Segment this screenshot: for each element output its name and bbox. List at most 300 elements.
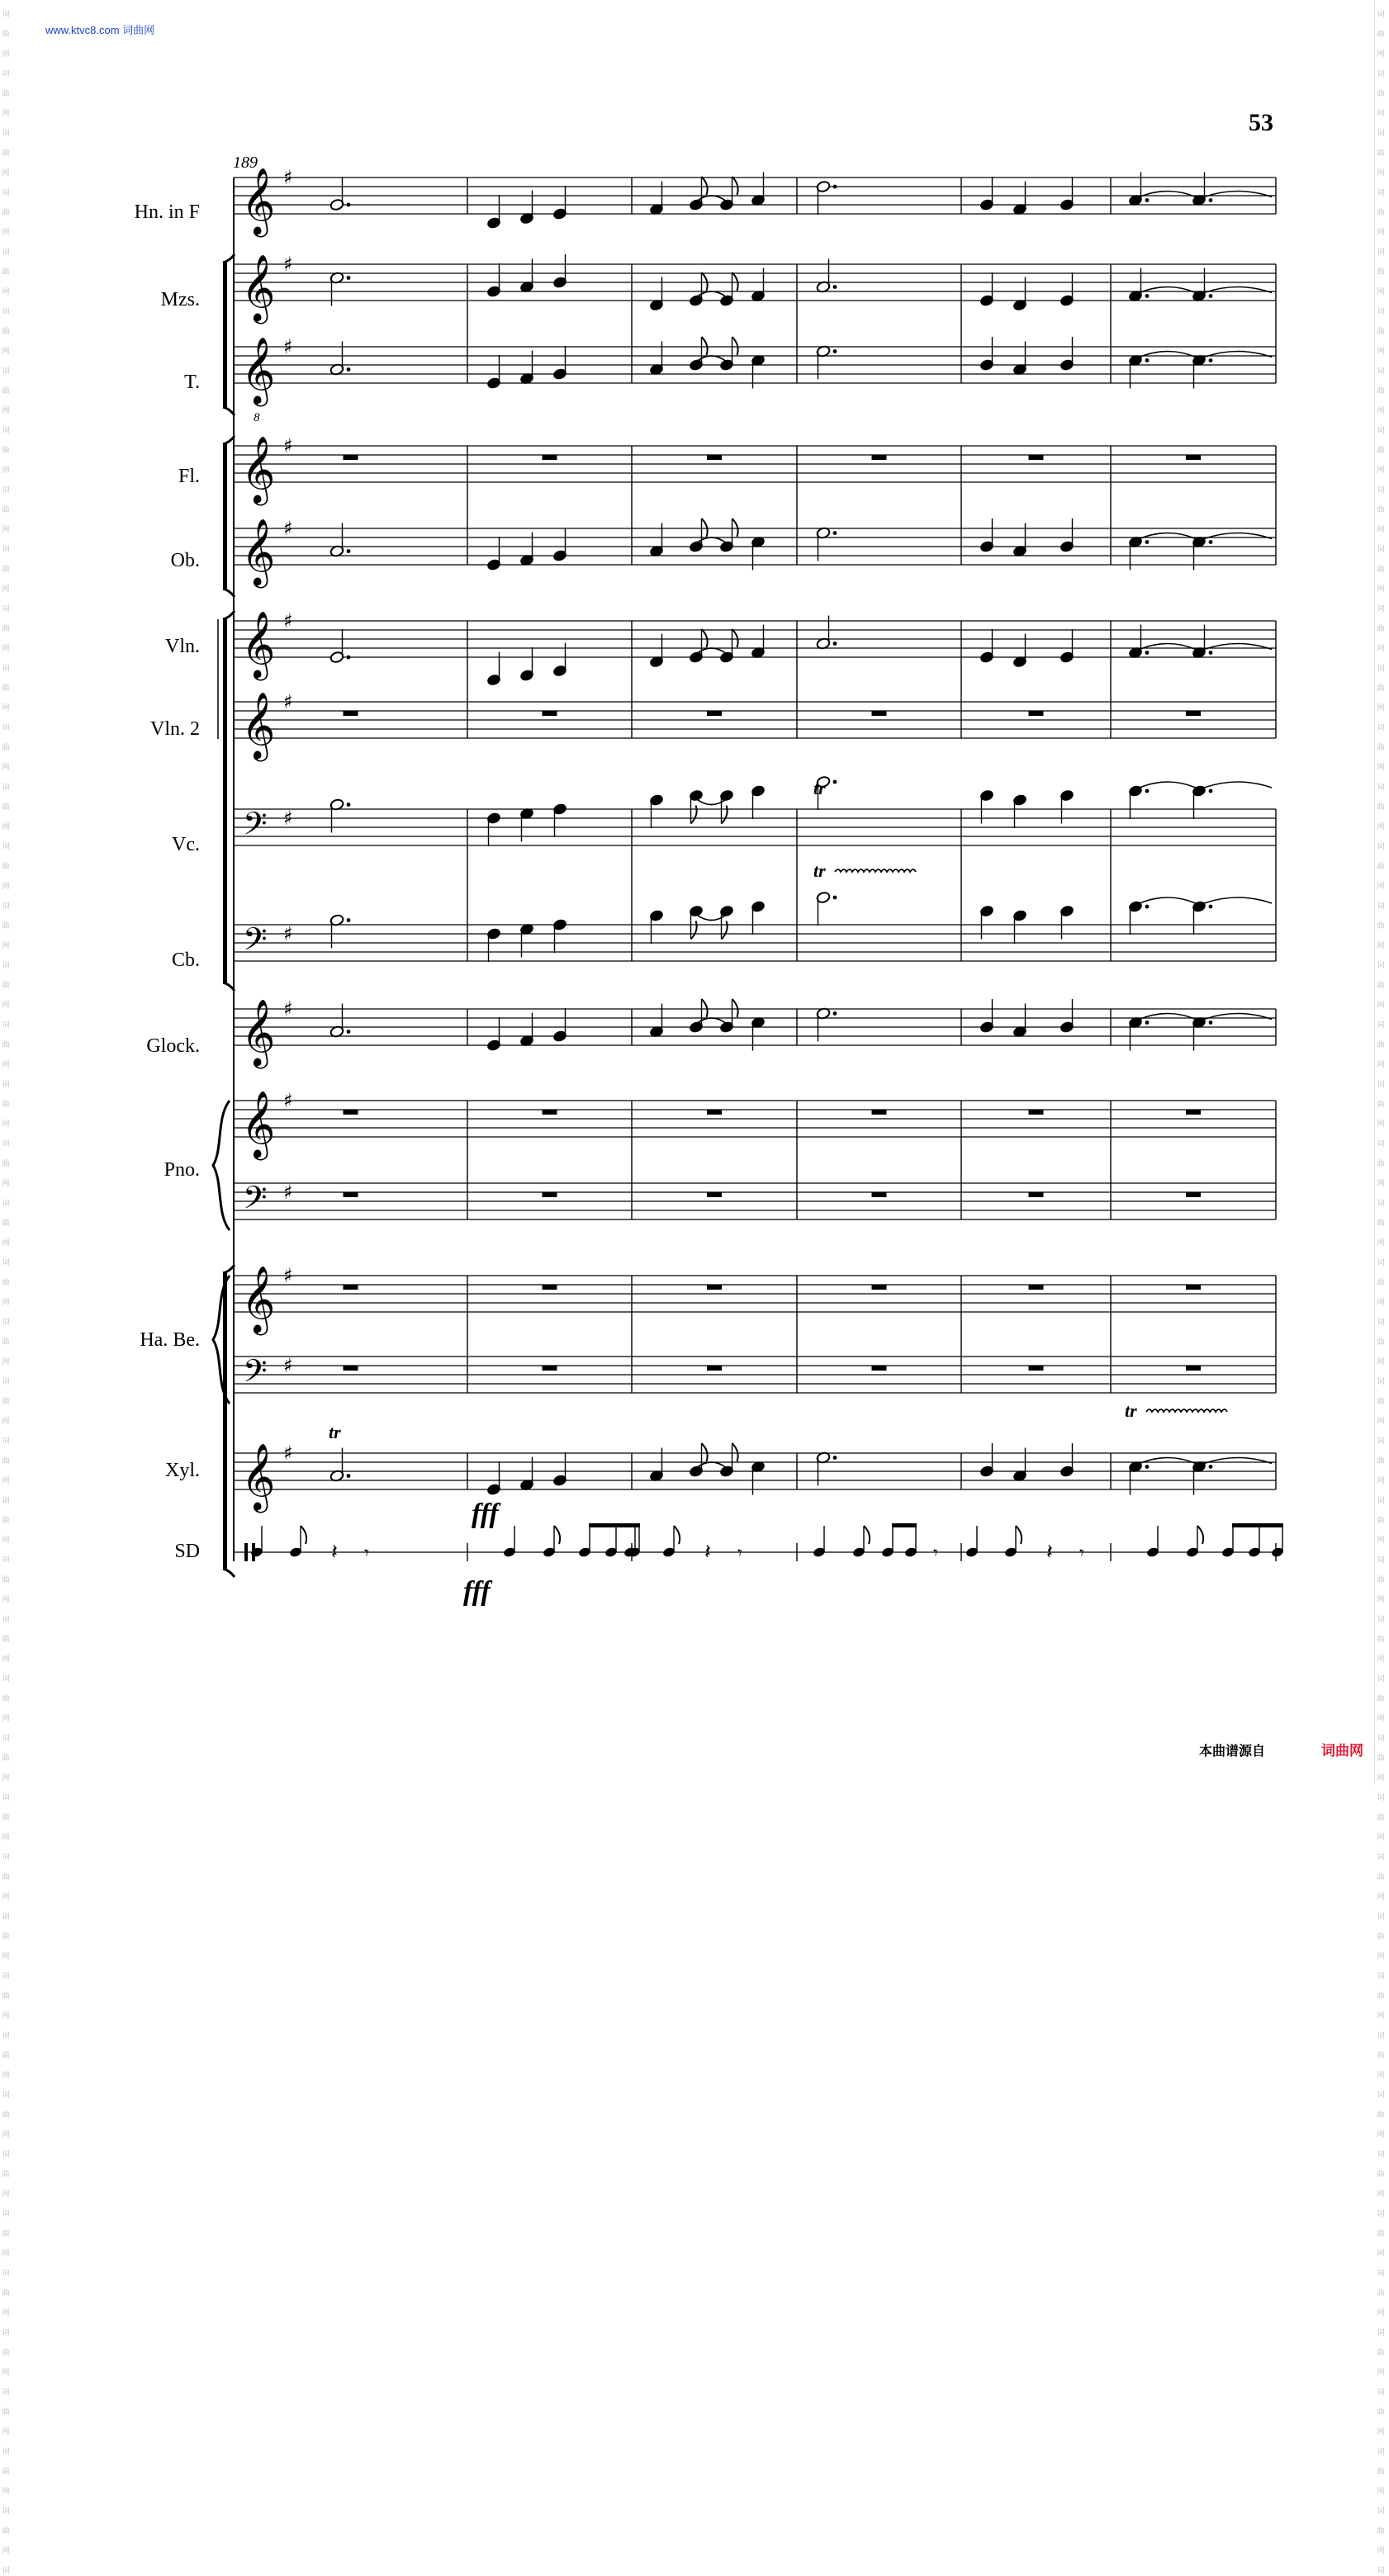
watermark-glyph: 曲 xyxy=(1377,1219,1385,1228)
watermark-glyph: 曲 xyxy=(2,982,10,990)
watermark-glyph: 词 xyxy=(1377,1081,1385,1089)
whole-rest xyxy=(344,455,358,460)
augmentation-dot xyxy=(833,1011,837,1016)
watermark-glyph: 曲 xyxy=(1377,1517,1385,1525)
watermark-glyph: 曲 xyxy=(2,1695,10,1703)
whole-rest xyxy=(1029,1110,1044,1115)
whole-rest xyxy=(1029,1192,1044,1197)
key-signature-sharp: ♯ xyxy=(283,1354,293,1377)
watermark-glyph: 网 xyxy=(2,2547,10,2555)
watermark-glyph: 词 xyxy=(1377,1735,1385,1743)
whole-rest xyxy=(543,1366,557,1371)
augmentation-dot xyxy=(1209,198,1213,202)
augmentation-dot xyxy=(1145,651,1150,655)
whole-rest xyxy=(543,1192,557,1197)
note-flag xyxy=(1197,1526,1203,1544)
watermark-glyph: 曲 xyxy=(1377,1398,1385,1406)
bass-clef: 𝄢 xyxy=(243,1352,268,1397)
eighth-rest: 𝄾 xyxy=(364,1543,369,1564)
whole-rest xyxy=(543,1285,557,1290)
watermark-glyph: 词 xyxy=(2,130,10,138)
watermark-glyph: 词 xyxy=(2,1437,10,1446)
watermark-glyph: 词 xyxy=(1377,605,1385,613)
treble-clef: 𝄞 xyxy=(241,1442,276,1510)
watermark-glyph: 词 xyxy=(2,486,10,495)
watermark-glyph: 词 xyxy=(2,2032,10,2040)
treble-clef: 𝄞 xyxy=(241,1090,276,1158)
treble-clef: 𝄞 xyxy=(241,1265,276,1333)
watermark-glyph: 词 xyxy=(1377,1259,1385,1267)
watermark-glyph: 网 xyxy=(1377,348,1385,356)
watermark-glyph: 曲 xyxy=(2,447,10,455)
watermark-glyph: 词 xyxy=(1377,1378,1385,1386)
watermark-glyph: 网 xyxy=(1377,2072,1385,2080)
note-flag xyxy=(732,999,738,1017)
watermark-glyph: 曲 xyxy=(2,2349,10,2357)
note-flag xyxy=(732,519,738,537)
note-flag xyxy=(722,806,728,824)
watermark-glyph: 网 xyxy=(2,1953,10,1961)
watermark-glyph: 曲 xyxy=(2,2111,10,2119)
watermark-glyph: 网 xyxy=(2,1834,10,1842)
watermark-glyph: 曲 xyxy=(1377,1457,1385,1466)
key-signature-sharp: ♯ xyxy=(283,807,293,830)
watermark-glyph: 词 xyxy=(2,902,10,911)
watermark-glyph: 曲 xyxy=(1377,2408,1385,2417)
watermark-glyph: 词 xyxy=(2,2567,10,2575)
note-flag xyxy=(732,337,738,355)
watermark-glyph: 网 xyxy=(2,1358,10,1366)
augmentation-dot xyxy=(833,185,837,189)
watermark-glyph: 网 xyxy=(1377,2250,1385,2258)
watermark-glyph: 曲 xyxy=(2,328,10,336)
watermark-glyph: 网 xyxy=(1377,1358,1385,1366)
watermark-glyph: 曲 xyxy=(1377,1279,1385,1287)
tie xyxy=(1204,897,1272,903)
watermark-glyph: 词 xyxy=(1377,1794,1385,1802)
watermark-glyph: 曲 xyxy=(1377,90,1385,98)
instrument-label-vln2: Vln. 2 xyxy=(150,718,200,740)
note-flag xyxy=(702,177,708,195)
watermark-glyph: 曲 xyxy=(2,149,10,158)
watermark-glyph: 词 xyxy=(1377,902,1385,911)
whole-rest xyxy=(1029,1285,1044,1290)
watermark-glyph: 网 xyxy=(2,645,10,653)
whole-rest xyxy=(707,1285,722,1290)
whole-rest xyxy=(344,1285,358,1290)
watermark-glyph: 网 xyxy=(1377,1418,1385,1426)
watermark-glyph: 曲 xyxy=(2,922,10,930)
treble-clef: 𝄞 xyxy=(241,336,276,404)
watermark-glyph: 曲 xyxy=(2,2052,10,2060)
watermark-glyph: 网 xyxy=(2,466,10,475)
instrument-label-pno: Pno. xyxy=(164,1159,200,1181)
watermark-glyph: 曲 xyxy=(2,90,10,98)
watermark-glyph: 网 xyxy=(1377,1715,1385,1723)
woodwind-bracket-hook xyxy=(223,436,235,444)
watermark-glyph: 曲 xyxy=(2,1636,10,1644)
trill-mark: tr xyxy=(813,860,826,881)
watermark-glyph: 词 xyxy=(1377,1319,1385,1327)
key-signature-sharp: ♯ xyxy=(283,517,293,540)
watermark-glyph: 网 xyxy=(1377,2547,1385,2555)
watermark-glyph: 曲 xyxy=(1377,2349,1385,2357)
watermark-glyph: 网 xyxy=(1377,2369,1385,2377)
trill-mark: tr xyxy=(329,1422,341,1442)
whole-rest xyxy=(344,1366,358,1371)
watermark-glyph: 词 xyxy=(2,2329,10,2337)
watermark-glyph: 网 xyxy=(1377,1655,1385,1664)
augmentation-dot xyxy=(1209,789,1213,793)
watermark-glyph: 网 xyxy=(1377,2488,1385,2496)
watermark-glyph: 词 xyxy=(1377,1200,1385,1208)
watermark-glyph: 网 xyxy=(2,169,10,178)
key-signature-sharp: ♯ xyxy=(283,609,293,632)
watermark-glyph: 词 xyxy=(1377,1556,1385,1565)
watermark-glyph: 曲 xyxy=(1377,863,1385,871)
watermark-glyph: 网 xyxy=(2,526,10,534)
watermark-glyph: 曲 xyxy=(2,31,10,39)
note-flag xyxy=(1016,1526,1022,1544)
trill-wavy-line xyxy=(1146,1409,1227,1412)
augmentation-dot xyxy=(833,1456,837,1460)
watermark-glyph: 词 xyxy=(2,2507,10,2516)
note-flag xyxy=(732,629,738,647)
watermark-glyph: 词 xyxy=(1377,1437,1385,1446)
instrument-label-ob: Ob. xyxy=(170,550,200,571)
watermark-glyph: 网 xyxy=(2,50,10,59)
watermark-glyph: 词 xyxy=(1377,130,1385,138)
watermark-glyph: 词 xyxy=(2,2270,10,2278)
whole-rest xyxy=(872,1192,887,1197)
header-url[interactable]: www.ktvc8.com 词曲网 xyxy=(45,24,155,36)
instrument-label-habe: Ha. Be. xyxy=(140,1329,200,1351)
key-signature-sharp: ♯ xyxy=(283,922,293,945)
watermark-glyph: 词 xyxy=(2,1378,10,1386)
watermark-glyph: 词 xyxy=(2,1081,10,1089)
watermark-glyph: 曲 xyxy=(1377,149,1385,158)
instrument-label-mzs: Mzs. xyxy=(160,289,200,310)
watermark-glyph: 网 xyxy=(2,1596,10,1604)
watermark-glyph: 网 xyxy=(1377,1002,1385,1010)
watermark-glyph: 曲 xyxy=(1377,1933,1385,1941)
watermark-glyph: 曲 xyxy=(1377,1873,1385,1882)
whole-rest xyxy=(1029,1366,1044,1371)
watermark-glyph: 网 xyxy=(1377,2190,1385,2199)
whole-rest xyxy=(707,455,722,460)
key-signature-sharp: ♯ xyxy=(283,1442,293,1465)
note-flag xyxy=(691,806,697,824)
note-flag xyxy=(554,1526,560,1544)
watermark-glyph: 曲 xyxy=(2,1219,10,1228)
quarter-rest: 𝄽 xyxy=(1046,1540,1053,1565)
augmentation-dot xyxy=(833,285,837,289)
augmentation-dot xyxy=(1145,905,1150,909)
watermark-glyph: 网 xyxy=(2,2131,10,2139)
bass-clef: 𝄢 xyxy=(243,805,268,850)
key-signature-sharp: ♯ xyxy=(283,1264,293,1287)
treble-clef: 𝄞 xyxy=(241,998,276,1066)
watermark-glyph: 词 xyxy=(1377,2270,1385,2278)
quarter-rest: 𝄽 xyxy=(704,1540,711,1565)
whole-rest xyxy=(1186,711,1201,716)
watermark-glyph: 曲 xyxy=(1377,1160,1385,1168)
eighth-rest: 𝄾 xyxy=(933,1543,938,1564)
watermark-glyph: 词 xyxy=(1377,70,1385,78)
treble-clef: 𝄞 xyxy=(241,167,276,234)
watermark-glyph: 词 xyxy=(1377,546,1385,554)
whole-rest xyxy=(1029,711,1044,716)
watermark-glyph: 词 xyxy=(1377,486,1385,495)
watermark-glyph: 网 xyxy=(2,823,10,831)
watermark-glyph: 网 xyxy=(1377,1537,1385,1545)
watermark-glyph: 曲 xyxy=(2,268,10,277)
watermark-glyph: 网 xyxy=(1377,1477,1385,1485)
watermark-glyph: 曲 xyxy=(2,684,10,693)
quarter-rest: 𝄽 xyxy=(331,1540,338,1565)
watermark-glyph: 词 xyxy=(2,308,10,316)
whole-rest xyxy=(707,1192,722,1197)
watermark-glyph: 网 xyxy=(2,1120,10,1129)
watermark-glyph: 网 xyxy=(1377,645,1385,653)
whole-rest xyxy=(872,1110,887,1115)
watermark-glyph: 曲 xyxy=(1377,268,1385,277)
watermark-glyph: 曲 xyxy=(1377,2290,1385,2298)
watermark-glyph: 词 xyxy=(2,1140,10,1148)
treble-clef: 𝄞 xyxy=(241,610,276,678)
watermark-glyph: 词 xyxy=(1377,2032,1385,2040)
eighth-rest: 𝄾 xyxy=(1079,1543,1084,1564)
watermark-glyph: 词 xyxy=(2,1972,10,1981)
watermark-glyph: 词 xyxy=(2,784,10,792)
watermark-glyph: 网 xyxy=(2,1299,10,1307)
watermark-glyph: 曲 xyxy=(2,2527,10,2536)
watermark-glyph: 词 xyxy=(1377,1854,1385,1862)
watermark-glyph: 网 xyxy=(2,1180,10,1188)
watermark-glyph: 网 xyxy=(1377,1893,1385,1901)
instrument-label-hn: Hn. in F xyxy=(134,201,200,223)
watermark-glyph: 曲 xyxy=(1377,2052,1385,2060)
percussion-bracket-hook xyxy=(223,1265,235,1273)
augmentation-dot xyxy=(1145,1020,1150,1025)
watermark-glyph: 词 xyxy=(1377,2329,1385,2337)
augmentation-dot xyxy=(833,349,837,353)
whole-rest xyxy=(872,711,887,716)
watermark-glyph: 词 xyxy=(1377,724,1385,732)
watermark-glyph: 网 xyxy=(1377,2428,1385,2436)
watermark-glyph: 网 xyxy=(2,2488,10,2496)
watermark-glyph: 曲 xyxy=(2,1398,10,1406)
watermark-glyph: 词 xyxy=(1377,367,1385,376)
watermark-glyph: 曲 xyxy=(2,506,10,514)
percussion-bracket xyxy=(223,1273,227,1569)
watermark-glyph: 词 xyxy=(1377,2389,1385,2397)
note-flag xyxy=(732,1443,738,1461)
watermark-glyph: 词 xyxy=(2,189,10,197)
woodwind-bracket-hook xyxy=(223,589,235,597)
watermark-glyph: 网 xyxy=(1377,1180,1385,1188)
tie xyxy=(1140,897,1196,903)
watermark-glyph: 网 xyxy=(1377,1953,1385,1961)
watermark-glyph: 曲 xyxy=(2,1279,10,1287)
whole-rest xyxy=(707,1110,722,1115)
footer-brand[interactable]: 词曲网 xyxy=(1321,1743,1363,1759)
watermark-glyph: 网 xyxy=(1377,764,1385,772)
watermark-glyph: 曲 xyxy=(2,1992,10,2001)
watermark-glyph: 网 xyxy=(1377,407,1385,415)
watermark-glyph: 网 xyxy=(1377,883,1385,891)
watermark-glyph: 词 xyxy=(2,1497,10,1505)
piano-brace xyxy=(213,1101,230,1230)
augmentation-dot xyxy=(1209,1465,1213,1469)
watermark-glyph: 网 xyxy=(2,1477,10,1485)
watermark-glyph: 词 xyxy=(1377,2091,1385,2100)
augmentation-dot xyxy=(1145,540,1150,544)
trill-mark: tr xyxy=(1125,1400,1137,1421)
augmentation-dot xyxy=(347,918,351,922)
tie xyxy=(1140,782,1196,788)
watermark-glyph: 网 xyxy=(2,764,10,772)
watermark-glyph: 网 xyxy=(2,1715,10,1723)
watermark-glyph: 词 xyxy=(1377,189,1385,197)
augmentation-dot xyxy=(347,656,351,660)
watermark-glyph: 词 xyxy=(1377,249,1385,257)
watermark-glyph: 曲 xyxy=(1377,566,1385,574)
watermark-glyph: 网 xyxy=(1377,2131,1385,2139)
whole-rest xyxy=(872,1366,887,1371)
whole-rest xyxy=(1029,455,1044,460)
whole-rest xyxy=(1186,1110,1201,1115)
watermark-glyph: 网 xyxy=(1377,50,1385,59)
watermark-glyph: 网 xyxy=(1377,585,1385,594)
note-flag xyxy=(702,272,708,291)
watermark-glyph: 网 xyxy=(2,1002,10,1010)
watermark-glyph: 曲 xyxy=(2,1873,10,1882)
watermark-glyph: 曲 xyxy=(2,2408,10,2417)
key-signature-sharp: ♯ xyxy=(283,335,293,358)
watermark-glyph: 词 xyxy=(2,1794,10,1802)
watermark-glyph: 词 xyxy=(2,1913,10,1921)
augmentation-dot xyxy=(1209,651,1213,655)
tie xyxy=(1204,782,1272,788)
watermark-glyph: 曲 xyxy=(1377,328,1385,336)
watermark-glyph: 曲 xyxy=(2,2468,10,2476)
watermark-glyph: 词 xyxy=(1377,1913,1385,1921)
bass-clef: 𝄢 xyxy=(243,921,268,965)
watermark-glyph: 曲 xyxy=(2,209,10,217)
augmentation-dot xyxy=(347,1030,351,1034)
key-signature-sharp: ♯ xyxy=(283,997,293,1020)
note-flag xyxy=(864,1526,870,1544)
watermark-glyph: 词 xyxy=(1377,962,1385,970)
watermark-glyph: 网 xyxy=(2,1418,10,1426)
watermark-glyph: 网 xyxy=(2,288,10,296)
augmentation-dot xyxy=(1145,789,1150,793)
watermark-glyph: 曲 xyxy=(1377,1338,1385,1347)
watermark-glyph: 词 xyxy=(2,724,10,732)
whole-rest xyxy=(707,1366,722,1371)
watermark-glyph: 词 xyxy=(1377,11,1385,19)
whole-rest xyxy=(344,1110,358,1115)
augmentation-dot xyxy=(833,780,837,784)
watermark-glyph: 曲 xyxy=(2,1338,10,1347)
watermark-glyph: 曲 xyxy=(2,863,10,871)
augmentation-dot xyxy=(347,203,351,207)
whole-rest xyxy=(872,455,887,460)
note-beam xyxy=(1232,1523,1283,1527)
note-beam xyxy=(892,1523,917,1527)
watermark-glyph: 曲 xyxy=(1377,387,1385,395)
watermark-glyph: 网 xyxy=(1377,2012,1385,2020)
woodwind-bracket xyxy=(223,444,227,589)
augmentation-dot xyxy=(833,642,837,646)
watermark-glyph: 曲 xyxy=(1377,1101,1385,1109)
treble-clef: 𝄞 xyxy=(241,518,276,585)
whole-rest xyxy=(344,1192,358,1197)
watermark-glyph: 曲 xyxy=(1377,2171,1385,2179)
watermark-glyph: 网 xyxy=(2,110,10,118)
watermark-glyph: 曲 xyxy=(1377,2527,1385,2536)
watermark-glyph: 词 xyxy=(1377,1140,1385,1148)
footer-source: 本曲谱源自 xyxy=(1199,1743,1266,1759)
augmentation-dot xyxy=(347,1474,351,1478)
key-signature-sharp: ♯ xyxy=(283,690,293,713)
watermark-glyph: 曲 xyxy=(2,1814,10,1822)
watermark-glyph: 曲 xyxy=(1377,1636,1385,1644)
note-beam xyxy=(589,1523,640,1527)
watermark-glyph: 词 xyxy=(2,2091,10,2100)
key-signature-sharp: ♯ xyxy=(283,166,293,189)
watermark-glyph: 曲 xyxy=(2,625,10,633)
watermark-glyph: 网 xyxy=(1377,1834,1385,1842)
augmentation-dot xyxy=(1145,358,1150,362)
watermark-glyph: 词 xyxy=(1377,2507,1385,2516)
watermark-glyph: 词 xyxy=(1377,1616,1385,1624)
note-flag xyxy=(301,1526,306,1544)
watermark-glyph: 曲 xyxy=(1377,447,1385,455)
watermark-glyph: 曲 xyxy=(1377,506,1385,514)
trill-wavy-line xyxy=(835,869,916,872)
watermark-glyph: 网 xyxy=(1377,1239,1385,1248)
watermark-glyph: 网 xyxy=(1377,288,1385,296)
watermark-glyph: 曲 xyxy=(2,803,10,812)
watermark-glyph: 曲 xyxy=(2,566,10,574)
vocal-bracket-hook xyxy=(223,254,235,263)
watermark-glyph: 曲 xyxy=(1377,1695,1385,1703)
watermark-glyph: 曲 xyxy=(2,1457,10,1466)
watermark-glyph: 曲 xyxy=(1377,1576,1385,1584)
key-signature-sharp: ♯ xyxy=(283,1089,293,1112)
key-signature-sharp: ♯ xyxy=(283,434,293,457)
watermark-glyph: 词 xyxy=(2,1616,10,1624)
watermark-glyph: 词 xyxy=(2,665,10,673)
watermark-glyph: 词 xyxy=(2,546,10,554)
watermark-glyph: 曲 xyxy=(2,1933,10,1941)
watermark-glyph: 曲 xyxy=(1377,744,1385,752)
watermark-glyph: 网 xyxy=(1377,704,1385,713)
watermark-glyph: 词 xyxy=(1377,1497,1385,1505)
watermark-glyph: 曲 xyxy=(1377,922,1385,930)
watermark-glyph: 网 xyxy=(2,2190,10,2199)
watermark-glyph: 词 xyxy=(2,70,10,78)
instrument-label-t: T. xyxy=(184,372,200,393)
augmentation-dot xyxy=(347,276,351,280)
watermark-glyph: 网 xyxy=(1377,169,1385,178)
watermark-glyph: 网 xyxy=(2,1774,10,1783)
whole-rest xyxy=(1186,455,1201,460)
percussion-bracket-hook xyxy=(223,1569,235,1577)
note-flag xyxy=(702,629,708,647)
